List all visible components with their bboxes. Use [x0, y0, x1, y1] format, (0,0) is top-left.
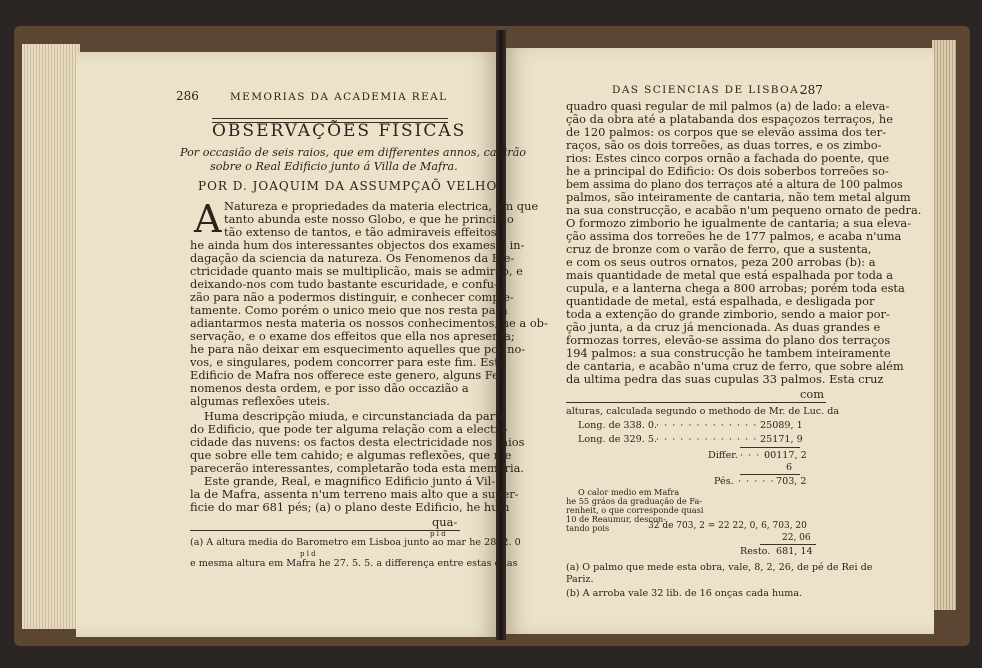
calc-label: Differ.: [708, 450, 738, 461]
right-catchword: com: [800, 387, 825, 401]
author-line: POR D. JOAQUIM DA ASSUMPÇAÕ VELHO.: [198, 179, 502, 193]
body-line: ctricidade quanto mais se multiplicão, mais se admirão, e: [190, 264, 523, 278]
body-line: que sobre elle tem cahido; e algumas reflexões, que me: [190, 448, 512, 462]
body-line: cidade das nuvens: os factos desta electricidade nos raios: [190, 435, 525, 449]
body-line: ção assima dos torreões he de 177 palmos, e acaba n'uma: [566, 229, 902, 243]
body-line: da ultima pedra das suas cupulas 33 palmos. Esta cruz: [566, 372, 884, 386]
calc-subtraction-2: 22, 06: [782, 533, 811, 543]
calc-result-value: 681, 14: [776, 546, 813, 557]
calc-value: 25171, 9: [760, 434, 803, 445]
calc-label: Pés.: [714, 476, 734, 487]
left-running-head: MEMORIAS DA ACADEMIA REAL: [230, 91, 448, 103]
footnote-mark: p l d: [300, 550, 316, 558]
calc-dots: · · · · ·: [738, 476, 775, 487]
body-line: he ainda hum dos interessantes objectos dos exames e in-: [190, 238, 525, 252]
calc-dots: · · · ·: [740, 450, 769, 461]
body-line: zão para não a podermos distinguir, e conhecer comple-: [190, 290, 514, 304]
calc-label: Long. de 329. 5.: [578, 434, 657, 445]
body-line: vos, e singulares, podem concorrer para este fim. Este: [190, 355, 506, 369]
body-line: parecerão interessantes, completarão toda esta memoria.: [190, 461, 525, 475]
calc-dots: · · · · · · · · · · · · ·: [656, 420, 758, 431]
calc-rule: [760, 544, 816, 545]
left-page-number: 286: [176, 89, 199, 103]
body-line: servação, e o exame dos effeitos que ella nos apresenta;: [190, 329, 515, 343]
body-line: algumas reflexões uteis.: [190, 394, 330, 408]
body-line: cruz de bronze com o varão de ferro, que a sustenta,: [566, 242, 872, 256]
side-note-line: he 55 gráos da graduação de Fa-: [566, 496, 703, 506]
body-line: cupula, e a lanterna chega a 800 arrobas; porém toda esta: [566, 281, 905, 295]
body-line: ção junta, a da cruz já mencionada. As duas grandes e: [566, 320, 881, 334]
calc-value: 00117, 2: [764, 450, 807, 461]
calc-dots: · · · · · · · · · · · · ·: [656, 434, 758, 445]
calc-result-label: Resto.: [740, 546, 771, 557]
left-footnote-line: e mesma altura em Mafra he 27. 5. 5. a differença entre estas duas: [190, 558, 518, 569]
body-line: tanto abunda este nosso Globo, e que he principio: [224, 212, 514, 226]
body-line: e com os seus outros ornatos, peza 200 arrobas (b): a: [566, 255, 876, 269]
body-line: ção da obra até a platabanda dos espaçozos terraços, he: [566, 112, 893, 126]
footnote-intro: alturas, calculada segundo o methodo de Mr. de Luc. da: [566, 406, 840, 417]
left-catchword: qua-: [432, 515, 458, 529]
right-footnote-line: Pariz.: [566, 574, 594, 585]
side-note-line: renheit, o que corresponde quasi: [566, 505, 704, 515]
article-title: OBSERVAÇÕES FISICAS: [212, 121, 467, 141]
right-page-number: 287: [800, 83, 823, 97]
body-line: do Edificio, que pode ter alguma relação com a electri-: [190, 422, 508, 436]
body-line: quantidade de metal, está espalhada, e desligada por: [566, 294, 875, 308]
calc-label: Long. de 338. 0.: [578, 420, 657, 431]
calc-value: 703, 2: [776, 476, 807, 487]
footnote-rule: [190, 530, 460, 531]
body-line: 194 palmos: a sua construcção he tambem inteiramente: [566, 346, 891, 360]
body-line: he a principal do Edificio: Os dois soberbos torreões so-: [566, 164, 889, 178]
body-line: bem assima do plano dos terraços até a altura de 100 palmos: [566, 178, 903, 191]
body-line: tamente. Como porém o unico meio que nos resta para: [190, 303, 508, 317]
body-line: Natureza e propriedades da materia electrica, em que: [224, 199, 539, 213]
subtitle-line-1: Por occasião de seis raios, que em differentes annos, cahirão: [180, 146, 527, 159]
body-line: adiantarmos nesta materia os nossos conhecimentos, he a ob-: [190, 316, 548, 330]
body-line: palmos, são inteiramente de cantaria, não tem metal algum: [566, 190, 911, 204]
page-edges-right: [932, 40, 956, 610]
body-line: tão extenso de tantos, e tão admiraveis effeitos;: [224, 225, 501, 239]
right-footnote-rule: [566, 402, 826, 403]
body-line: na sua construcção, e acabão n'um pequeno ornato de pedra.: [566, 203, 922, 217]
right-footnote-line: (a) O palmo que mede esta obra, vale, 8, 2, 26, de pé de Rei de: [566, 562, 873, 573]
body-line: rios: Estes cinco corpos ornão a fachada do poente, que: [566, 151, 890, 165]
body-line: toda a extenção do grande zimborio, sendo a maior por-: [566, 307, 890, 321]
body-line: O formozo zimborio he igualmente de cantaria; a sua eleva-: [566, 216, 912, 230]
body-line: mais quantidade de metal que está espalhada por toda a: [566, 268, 894, 282]
calc-subtraction: 32 de 703, 2 = 22 22, 0, 6, 703, 20: [648, 521, 807, 531]
calc-rule: [740, 447, 800, 448]
body-line: Este grande, Real, e magnifico Edificio junto á Vil-: [204, 474, 496, 488]
calc-value: 25089, 1: [760, 420, 803, 431]
calc-value: 6: [786, 462, 793, 473]
left-footnote-line: (a) A altura media do Barometro em Lisboa junto ao mar he 28. 2. 0: [190, 537, 521, 548]
body-line: deixando-nos com tudo bastante escuridade, e confu-: [190, 277, 498, 291]
body-line: de cantaria, e acabão n'uma cruz de ferro, que sobre além: [566, 359, 904, 373]
footnote-mark: p l d: [430, 530, 446, 538]
side-note-line: tando pois: [566, 523, 610, 533]
body-line: Huma descripção miuda, e circunstanciada da parte: [204, 409, 507, 423]
body-line: la de Mafra, assenta n'um terreno mais alto que a super-: [190, 487, 519, 501]
subtitle-line-2: sobre o Real Edificio junto á Villa de Mafra.: [210, 160, 458, 173]
calc-rule: [740, 474, 800, 475]
body-line: formozas torres, elevão-se assima do plano dos terraços: [566, 333, 891, 347]
body-line: quadro quasi regular de mil palmos (a) de lado: a eleva-: [566, 99, 890, 113]
right-running-head: DAS SCIENCIAS DE LISBOA.: [612, 84, 804, 96]
page-edges-left: [22, 44, 80, 629]
side-note-line: 10 de Reaumur, descon-: [566, 514, 666, 524]
body-line: nomenos desta ordem, e por isso dão occazião a: [190, 381, 469, 395]
drop-cap: A: [194, 197, 222, 241]
body-line: ficie do mar 681 pés; (a) o plano deste Edificio, he hum: [190, 500, 510, 514]
side-note-line: O calor medio em Mafra: [578, 487, 680, 497]
right-footnote-line: (b) A arroba vale 32 lib. de 16 onças cada huma.: [566, 588, 803, 599]
body-line: raços, são os dois torreões, as duas torres, e os zimbo-: [566, 138, 882, 152]
body-line: he para não deixar em esquecimento aquelles que por no-: [190, 342, 526, 356]
body-line: dagação da sciencia da natureza. Os Fenomenos da Ele-: [190, 251, 515, 265]
body-line: Edificio de Mafra nos offerece este genero, alguns Fe-: [190, 368, 503, 382]
body-line: de 120 palmos: os corpos que se elevão assima dos ter-: [566, 125, 886, 139]
